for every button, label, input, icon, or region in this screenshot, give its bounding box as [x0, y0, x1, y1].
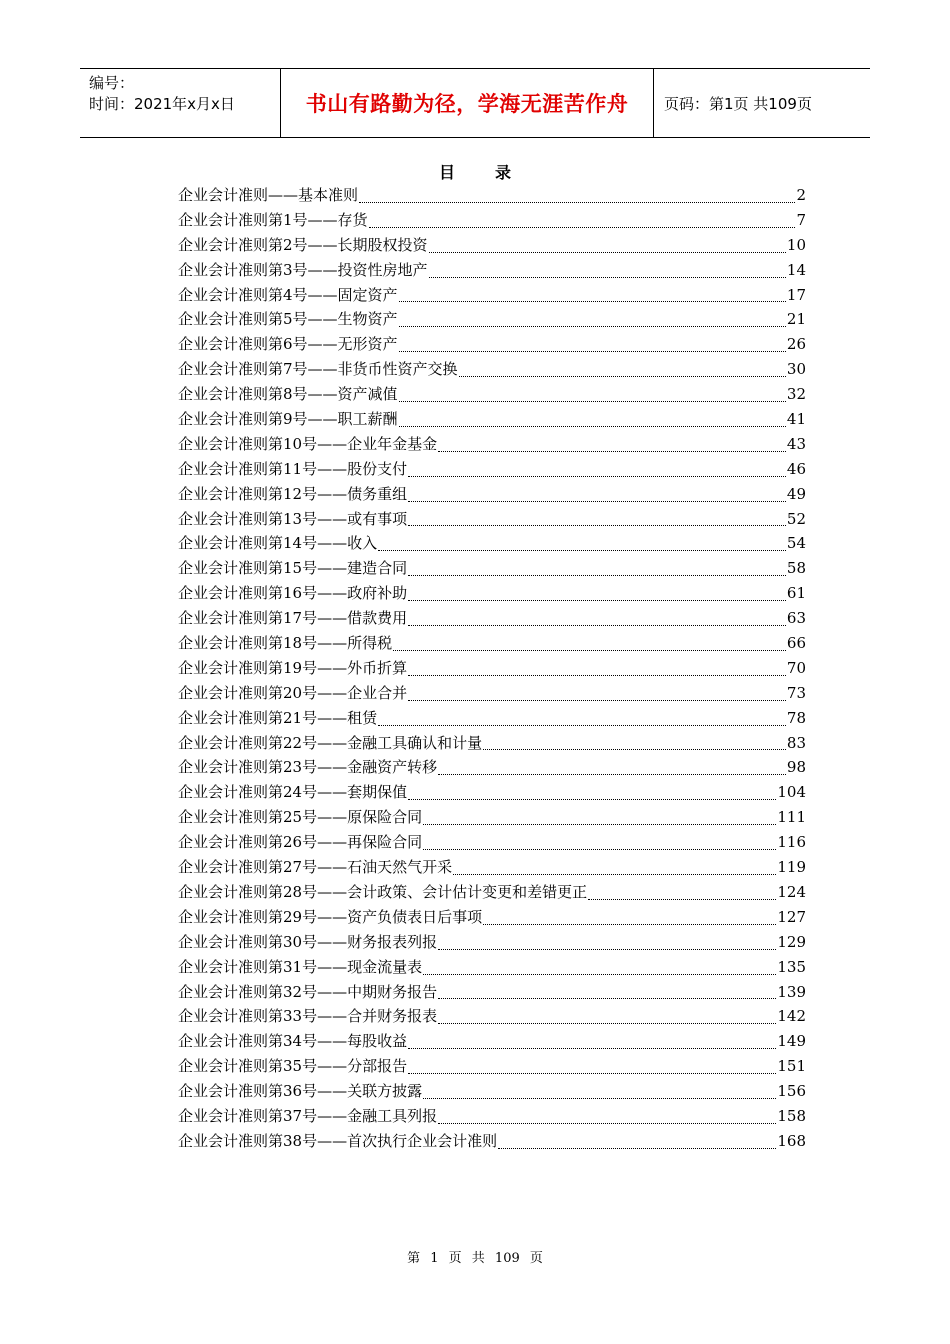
- toc-entry[interactable]: [178, 756, 806, 781]
- toc-leader-dots: [378, 550, 786, 551]
- toc-leader-dots: [423, 824, 776, 825]
- time-label: 时间：2021年x月x日: [89, 95, 235, 113]
- toc-entry-label: 企业会计准则第28号——会计政策、会计估计变更和差错更正: [178, 882, 588, 901]
- toc-leader-dots: [438, 774, 786, 775]
- toc-entry-page: 7: [796, 210, 806, 229]
- toc-entry-label: 企业会计准则第5号——生物资产: [178, 310, 398, 329]
- toc-entry[interactable]: [178, 408, 806, 433]
- toc-entry-label: 企业会计准则第36号——关联方披露: [178, 1082, 423, 1101]
- toc-entry-page: 41: [786, 410, 806, 429]
- toc-entry[interactable]: [178, 557, 806, 582]
- toc-entry-label: 企业会计准则第3号——投资性房地产: [178, 260, 428, 279]
- toc-entry[interactable]: [178, 931, 806, 956]
- toc-leader-dots: [408, 625, 786, 626]
- toc-leader-dots: [399, 351, 786, 352]
- toc-entry-page: 142: [777, 1007, 806, 1026]
- toc-entry-page: 21: [786, 310, 806, 329]
- table-of-contents: [178, 184, 806, 1155]
- toc-entry-label: 企业会计准则第10号——企业年金基金: [178, 434, 438, 453]
- toc-entry-label: 企业会计准则第8号——资产减值: [178, 385, 398, 404]
- toc-entry-label: 企业会计准则第9号——职工薪酬: [178, 410, 398, 429]
- toc-entry-label: 企业会计准则第19号——外币折算: [178, 658, 408, 677]
- toc-entry[interactable]: [178, 607, 806, 632]
- toc-entry-page: 158: [777, 1106, 806, 1125]
- toc-entry-page: 46: [786, 459, 806, 478]
- toc-leader-dots: [399, 426, 786, 427]
- toc-entry[interactable]: [178, 856, 806, 881]
- toc-entry-page: 119: [777, 858, 806, 877]
- toc-entry[interactable]: [178, 881, 806, 906]
- toc-leader-dots: [423, 1098, 776, 1099]
- toc-entry[interactable]: [178, 184, 806, 209]
- toc-leader-dots: [438, 998, 776, 999]
- toc-leader-dots: [399, 326, 786, 327]
- toc-leader-dots: [408, 675, 786, 676]
- toc-entry-label: 企业会计准则——基本准则: [178, 186, 359, 204]
- toc-entry-page: 116: [777, 833, 806, 852]
- toc-entry-label: 企业会计准则第29号——资产负债表日后事项: [178, 907, 483, 926]
- toc-entry-label: 企业会计准则第32号——中期财务报告: [178, 982, 438, 1001]
- toc-entry-label: 企业会计准则第2号——长期股权投资: [178, 235, 428, 254]
- toc-leader-dots: [378, 725, 786, 726]
- toc-entry-page: 30: [786, 360, 806, 379]
- toc-entry-page: 66: [786, 634, 806, 653]
- toc-leader-dots: [393, 650, 786, 651]
- toc-entry[interactable]: [178, 483, 806, 508]
- page-footer: 第 1 页 共 109 页: [407, 1251, 543, 1266]
- toc-entry[interactable]: [178, 806, 806, 831]
- toc-entry[interactable]: [178, 358, 806, 383]
- toc-entry-label: 企业会计准则第7号——非货币性资产交换: [178, 360, 458, 379]
- motto-text: 书山有路勤为径，学海无涯苦作舟: [305, 92, 629, 116]
- toc-entry-label: 企业会计准则第27号——石油天然气开采: [178, 858, 453, 877]
- toc-entry-label: 企业会计准则第30号——财务报表列报: [178, 932, 438, 951]
- toc-entry[interactable]: [178, 284, 806, 309]
- toc-entry-label: 企业会计准则第26号——再保险合同: [178, 833, 423, 852]
- toc-entry-page: 151: [777, 1057, 806, 1076]
- toc-entry[interactable]: [178, 707, 806, 732]
- toc-entry[interactable]: [178, 632, 806, 657]
- toc-entry[interactable]: [178, 433, 806, 458]
- toc-entry-label: 企业会计准则第33号——合并财务报表: [178, 1007, 438, 1026]
- toc-entry-page: 43: [786, 434, 806, 453]
- header-page-info-cell: [654, 69, 870, 137]
- toc-entry-label: 企业会计准则第16号——政府补助: [178, 584, 408, 603]
- toc-entry-label: 企业会计准则第13号——或有事项: [178, 509, 408, 528]
- toc-entry-page: 70: [786, 658, 806, 677]
- toc-entry-label: 企业会计准则第12号——债务重组: [178, 484, 408, 503]
- toc-entry[interactable]: [178, 1080, 806, 1105]
- toc-entry[interactable]: [178, 1105, 806, 1130]
- toc-entry-label: 企业会计准则第37号——金融工具列报: [178, 1106, 438, 1125]
- toc-leader-dots: [408, 501, 786, 502]
- toc-entry-label: 企业会计准则第11号——股份支付: [178, 459, 408, 478]
- page-info: 页码：第1页 共109页: [664, 94, 812, 113]
- toc-leader-dots: [408, 600, 786, 601]
- toc-entry[interactable]: [178, 956, 806, 981]
- toc-entry[interactable]: [178, 458, 806, 483]
- toc-entry-label: 企业会计准则第34号——每股收益: [178, 1032, 408, 1051]
- toc-entry-label: 企业会计准则第14号——收入: [178, 534, 378, 553]
- toc-entry[interactable]: [178, 234, 806, 259]
- toc-leader-dots: [498, 1148, 776, 1149]
- toc-entry-label: 企业会计准则第22号——金融工具确认和计量: [178, 733, 483, 752]
- toc-entry-label: 企业会计准则第1号——存货: [178, 210, 368, 229]
- toc-entry-label: 企业会计准则第4号——固定资产: [178, 285, 398, 304]
- toc-leader-dots: [483, 749, 786, 750]
- toc-entry-label: 企业会计准则第15号——建造合同: [178, 559, 408, 578]
- toc-entry-page: 10: [786, 235, 806, 254]
- toc-entry[interactable]: [178, 682, 806, 707]
- toc-entry-page: 52: [786, 509, 806, 528]
- toc-entry[interactable]: [178, 1055, 806, 1080]
- toc-entry-label: 企业会计准则第17号——借款费用: [178, 609, 408, 628]
- toc-entry-page: 2: [796, 186, 806, 204]
- toc-entry-page: 61: [786, 584, 806, 603]
- toc-entry-page: 127: [777, 907, 806, 926]
- toc-leader-dots: [408, 1073, 776, 1074]
- toc-leader-dots: [423, 849, 776, 850]
- number-label: 编号：: [89, 74, 135, 92]
- toc-entry-page: 58: [786, 559, 806, 578]
- toc-leader-dots: [423, 974, 776, 975]
- toc-entry-label: 企业会计准则第35号——分部报告: [178, 1057, 408, 1076]
- toc-entry-page: 54: [786, 534, 806, 553]
- toc-entry[interactable]: [178, 582, 806, 607]
- toc-entry-label: 企业会计准则第38号——首次执行企业会计准则: [178, 1131, 498, 1150]
- toc-entry[interactable]: [178, 906, 806, 931]
- header-motto-cell: [281, 69, 654, 137]
- toc-entry[interactable]: [178, 831, 806, 856]
- toc-leader-dots: [408, 1048, 776, 1049]
- toc-leader-dots: [453, 874, 776, 875]
- toc-entry-page: 168: [777, 1131, 806, 1150]
- toc-leader-dots: [483, 924, 776, 925]
- toc-entry-label: 企业会计准则第24号——套期保值: [178, 783, 408, 802]
- toc-entry-page: 104: [777, 783, 806, 802]
- toc-leader-dots: [399, 401, 786, 402]
- toc-entry[interactable]: [178, 209, 806, 234]
- toc-entry[interactable]: [178, 657, 806, 682]
- toc-entry[interactable]: [178, 259, 806, 284]
- toc-leader-dots: [408, 575, 786, 576]
- toc-entry-label: 企业会计准则第25号——原保险合同: [178, 808, 423, 827]
- toc-entry-page: 32: [786, 385, 806, 404]
- toc-entry-label: 企业会计准则第21号——租赁: [178, 708, 378, 727]
- toc-leader-dots: [438, 949, 776, 950]
- toc-leader-dots: [408, 700, 786, 701]
- toc-entry-page: 73: [786, 683, 806, 702]
- toc-leader-dots: [369, 227, 796, 228]
- toc-leader-dots: [438, 1023, 776, 1024]
- toc-entry-label: 企业会计准则第31号——现金流量表: [178, 957, 423, 976]
- toc-entry[interactable]: [178, 508, 806, 533]
- toc-entry-page: 49: [786, 484, 806, 503]
- header-left-cell: [80, 69, 281, 137]
- toc-entry-page: 139: [777, 982, 806, 1001]
- toc-leader-dots: [588, 899, 776, 900]
- toc-entry-page: 78: [786, 708, 806, 727]
- header-table: [80, 68, 870, 138]
- toc-leader-dots: [429, 252, 786, 253]
- toc-entry-page: 135: [777, 957, 806, 976]
- toc-entry-label: 企业会计准则第20号——企业合并: [178, 683, 408, 702]
- toc-leader-dots: [359, 202, 795, 203]
- toc-entry[interactable]: [178, 1130, 806, 1155]
- toc-leader-dots: [438, 451, 786, 452]
- toc-entry-label: 企业会计准则第18号——所得税: [178, 634, 393, 653]
- toc-entry[interactable]: [178, 1005, 806, 1030]
- toc-entry-page: 26: [786, 335, 806, 354]
- toc-entry[interactable]: [178, 981, 806, 1006]
- toc-leader-dots: [429, 277, 786, 278]
- toc-entry-page: 149: [777, 1032, 806, 1051]
- toc-entry-label: 企业会计准则第23号——金融资产转移: [178, 758, 438, 777]
- toc-entry[interactable]: [178, 532, 806, 557]
- toc-entry-page: 17: [786, 285, 806, 304]
- toc-entry-page: 63: [786, 609, 806, 628]
- toc-entry-page: 83: [786, 733, 806, 752]
- toc-entry-label: 企业会计准则第6号——无形资产: [178, 335, 398, 354]
- toc-leader-dots: [438, 1123, 776, 1124]
- toc-entry[interactable]: [178, 383, 806, 408]
- toc-leader-dots: [399, 301, 786, 302]
- toc-entry-page: 111: [777, 808, 806, 827]
- toc-entry[interactable]: [178, 732, 806, 757]
- toc-entry-page: 124: [777, 882, 806, 901]
- toc-leader-dots: [408, 525, 786, 526]
- toc-entry[interactable]: [178, 308, 806, 333]
- toc-leader-dots: [459, 376, 786, 377]
- toc-leader-dots: [408, 799, 776, 800]
- toc-entry-page: 129: [777, 932, 806, 951]
- toc-entry-page: 14: [786, 260, 806, 279]
- toc-title: 目录: [438, 163, 551, 182]
- toc-leader-dots: [408, 476, 786, 477]
- toc-entry[interactable]: [178, 1030, 806, 1055]
- toc-entry[interactable]: [178, 333, 806, 358]
- toc-entry-page: 156: [777, 1082, 806, 1101]
- toc-entry[interactable]: [178, 781, 806, 806]
- toc-entry-page: 98: [786, 758, 806, 777]
